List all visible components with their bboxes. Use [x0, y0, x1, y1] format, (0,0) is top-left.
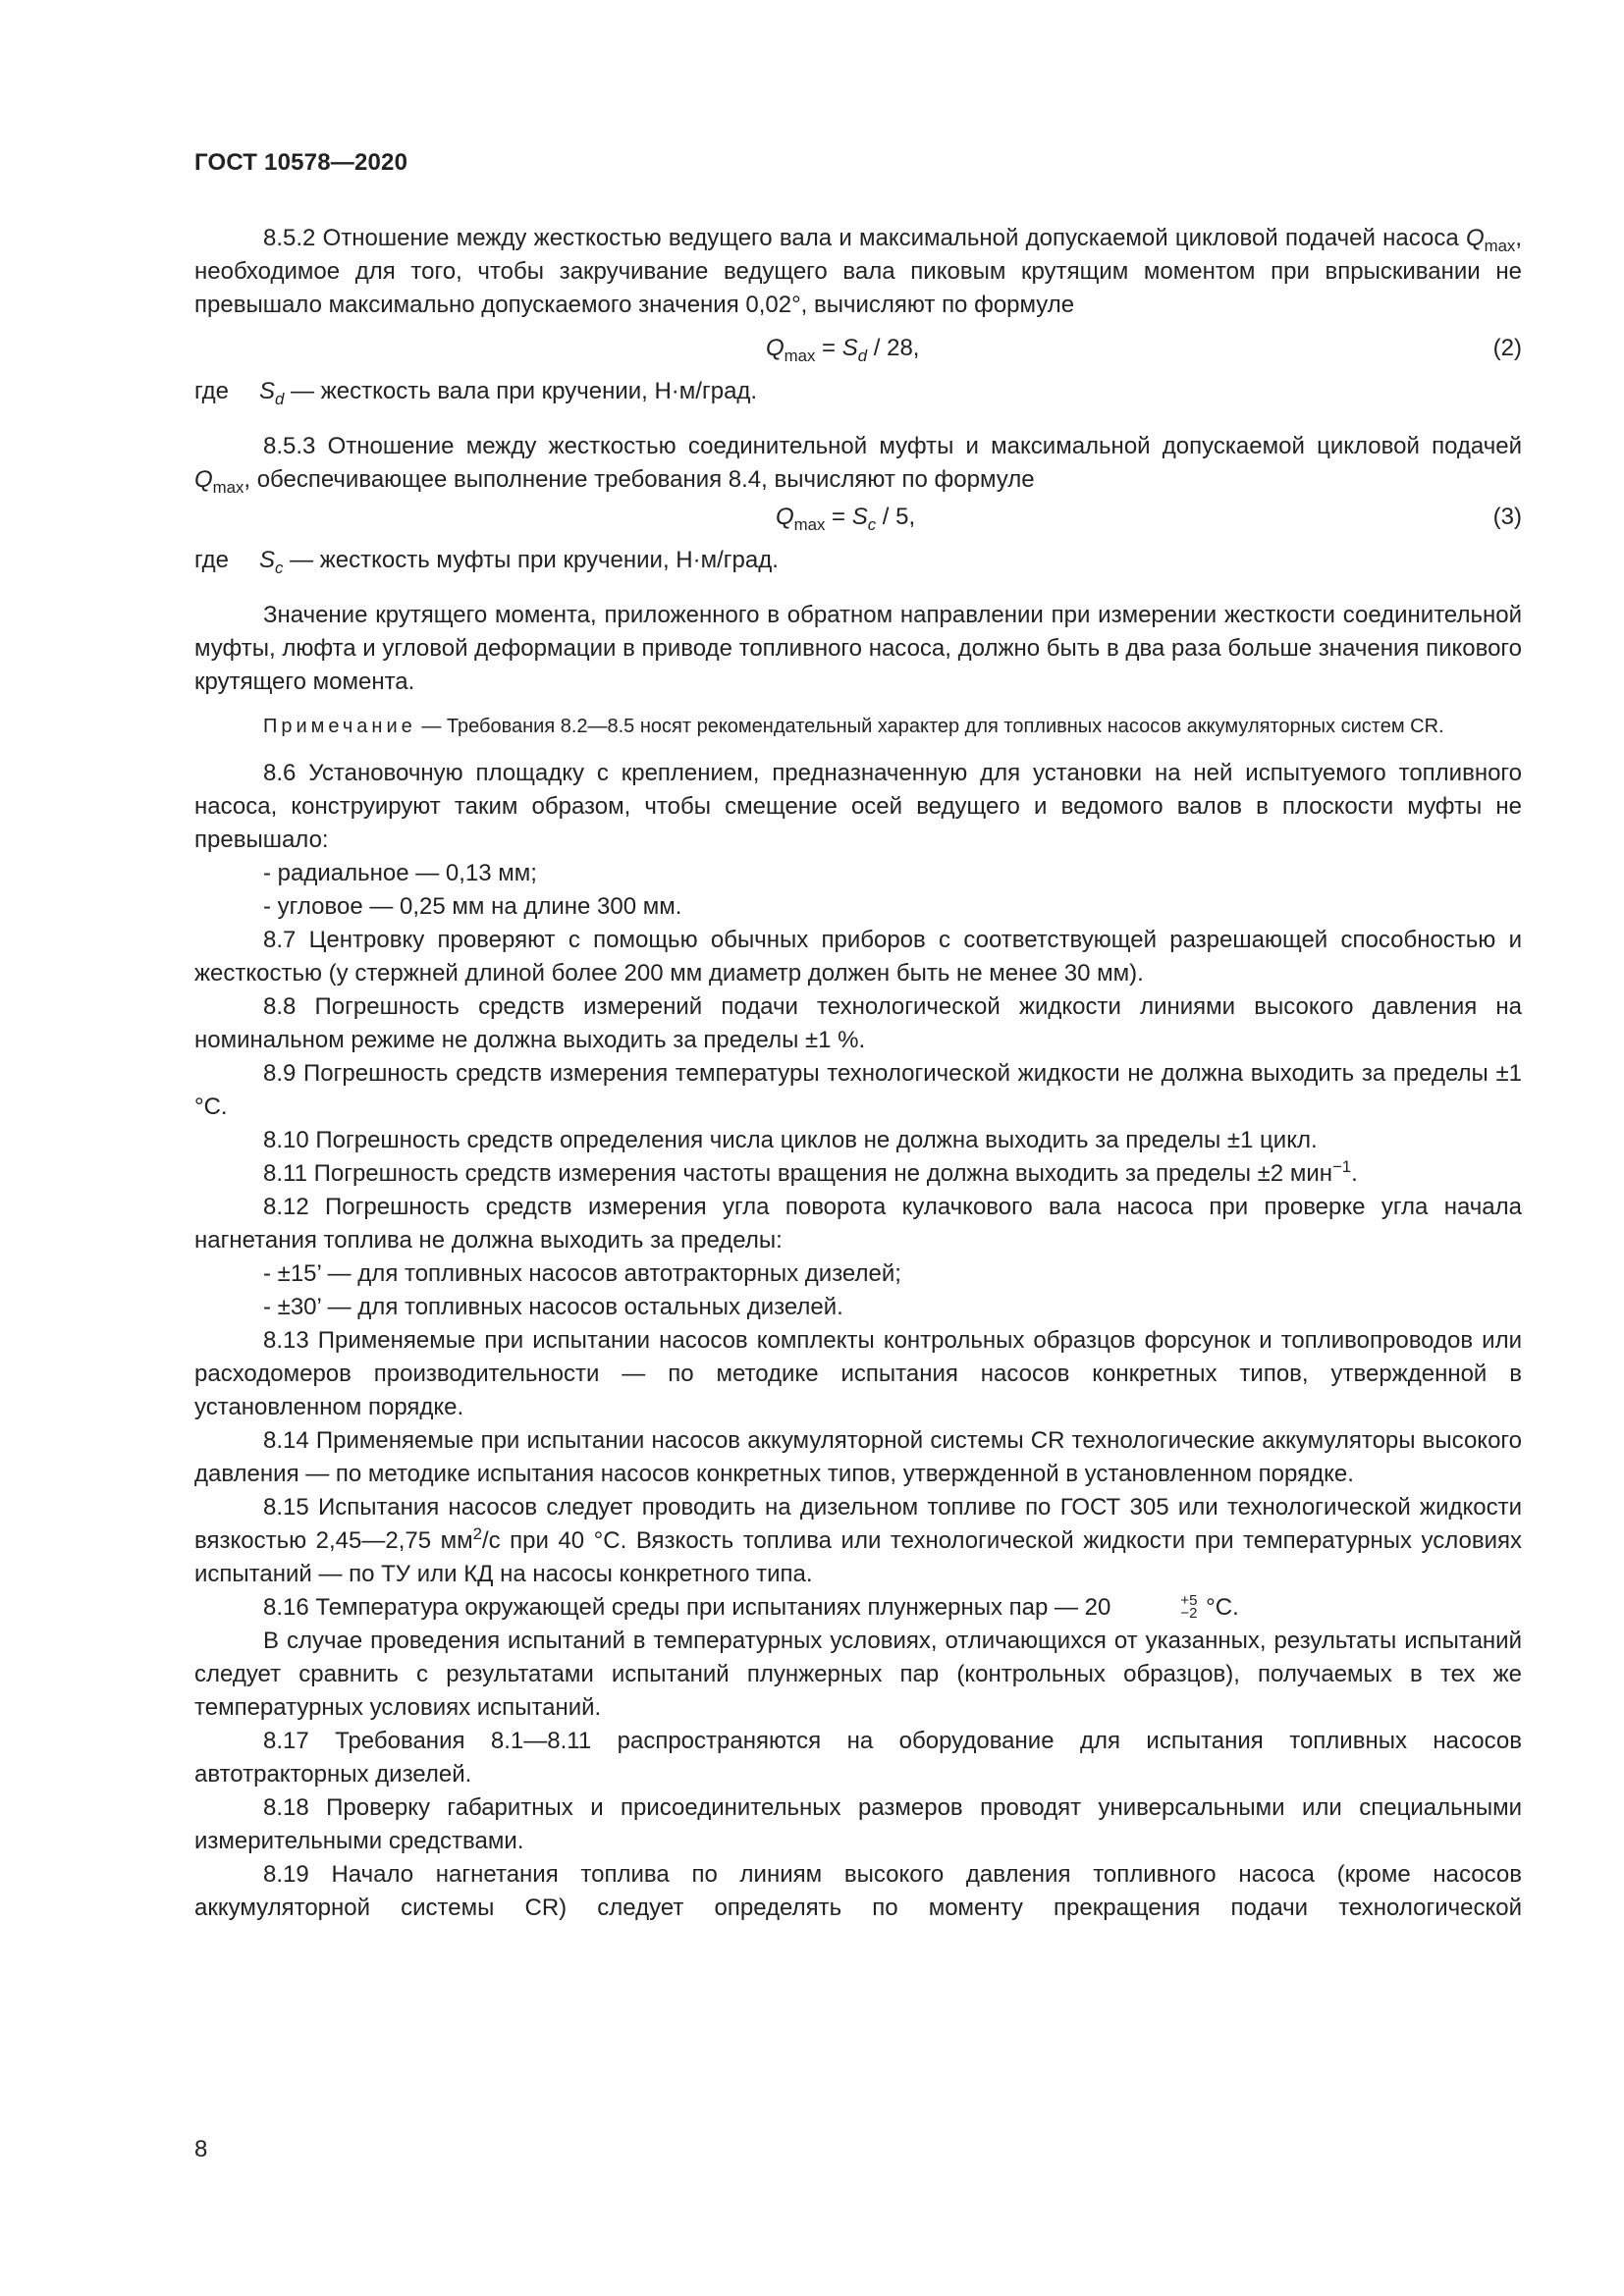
paragraph-8-12: 8.12 Погрешность средств измерения угла поворота кулачкового вала насоса при проверке угла начала нагнетания топлива не должна выходить за пределы: — [194, 1194, 1522, 1254]
paragraph-8-17: 8.17 Требования 8.1—8.11 распространяются на оборудование для испытания топливных насосов автотракторных дизелей. — [194, 1728, 1522, 1788]
list-item: - ±15’ — для топливных насосов автотракторных дизелей; — [263, 1260, 901, 1287]
paragraph-8-13: 8.13 Применяемые при испытании насосов комплекты контрольных образцов форсунок и топливопроводов или расходомеров производительности — по методике испытания насосов конкретных типов, утвержденной в установленном порядке. — [194, 1327, 1522, 1420]
formula-2-expression: $Q_{max} = S_d / 28$, — [766, 335, 920, 365]
document-body — [194, 222, 1522, 1925]
paragraph-8-10: 8.10 Погрешность средств определения числа циклов не должна выходить за пределы ±1 цикл. — [263, 1127, 1318, 1153]
list-item: - угловое — 0,25 мм на длине 300 мм. — [263, 893, 682, 920]
paragraph-8-5-3: 8.5.3 Отношение между жесткостью соединительной муфты и максимальной допускаемой цикловой подачей $Q_{max}$, обеспечивающее выполнение требования 8.4, вычисляют по формуле — [194, 433, 1522, 497]
formula-3-number: (3) — [1492, 504, 1522, 530]
paragraph-8-14: 8.14 Применяемые при испытании насосов аккумуляторной системы CR технологические аккумуляторы высокого давления — по методике испытания насосов конкретных типов, утвержденной в установленном порядке. — [194, 1427, 1522, 1487]
list-item: - радиальное — 0,13 мм; — [263, 860, 537, 886]
paragraph-8-16: 8.16 Температура окружающей среды при испытаниях плунжерных пар — 20 +5 −2 °С. — [263, 1591, 1239, 1622]
note: Примечание — Требования 8.2—8.5 носят рекомендательный характер для топливных насосов аккумуляторных систем CR. — [263, 716, 1444, 737]
formula-2-number: (2) — [1492, 335, 1522, 361]
standard-header: ГОСТ 10578—2020 — [194, 149, 408, 176]
page-number: 8 — [194, 2136, 208, 2163]
paragraph-torque: Значение крутящего момента, приложенного в обратном направлении при измерении жесткости соединительной муфты, люфта и угловой деформации в приводе топливного насоса, должно быть в два раза больше значения пикового крутящего момента. — [194, 602, 1522, 695]
paragraph-8-18: 8.18 Проверку габаритных и присоединительных размеров проводят универсальными или специальными измерительными средствами. — [194, 1794, 1522, 1854]
paragraph-8-11: 8.11 Погрешность средств измерения частоты вращения не должна выходить за пределы ±2 мин$^{-1}$. — [263, 1157, 1358, 1187]
list-item: - ±30’ — для топливных насосов остальных дизелей. — [263, 1294, 843, 1320]
formula-3-legend: где $S_c$ — жесткость муфты при кручении, Н·м/град. — [194, 547, 779, 577]
paragraph-8-9: 8.9 Погрешность средств измерения температуры технологической жидкости не должна выходить за пределы ±1 °С. — [194, 1060, 1522, 1120]
formula-3-expression: $Q_{max} = S_c / 5$, — [776, 504, 916, 534]
paragraph-8-8: 8.8 Погрешность средств измерений подачи технологической жидкости линиями высокого давления на номинальном режиме не должна выходить за пределы ±1 %. — [194, 993, 1522, 1053]
paragraph-8-7: 8.7 Центровку проверяют с помощью обычных приборов с соответствующей разрешающей способностью и жесткостью (у стержней длиной более 200 мм диаметр должен быть не менее 30 мм). — [194, 927, 1522, 987]
paragraph-8-15: 8.15 Испытания насосов следует проводить на дизельном топливе по ГОСТ 305 или технологической жидкости вязкостью 2,45—2,75 $мм^2/с$ при 40 °С. Вязкость топлива или технологической жидкости при температурных условиях испытаний — по ТУ или КД на насосы конкретного типа. — [194, 1494, 1523, 1587]
paragraph-8-6: 8.6 Установочную площадку с креплением, предназначенную для установки на ней испытуемого топливного насоса, конструируют таким образом, чтобы смещение осей ведущего и ведомого валов в плоскости муфты не превышало: — [194, 760, 1522, 853]
paragraph-8-5-2: 8.5.2 Отношение между жесткостью ведущего вала и максимальной допускаемой цикловой подачей насоса $Q_{max}$, необходимое для того, чтобы закручивание ведущего вала пиковым крутящим моментом при впрыскивании не превышало максимально допускаемого значения 0,02°, вычисляют по формуле — [194, 225, 1522, 318]
formula-3 — [194, 499, 1522, 538]
formula-2 — [194, 330, 1522, 369]
document-page — [194, 0, 1522, 2296]
paragraph-8-19: 8.19 Начало нагнетания топлива по линиям высокого давления топливного насоса (кроме насосов аккумуляторной системы CR) следует определять по моменту прекращения подачи технологической — [194, 1861, 1522, 1921]
temperature-tolerance: +5 −2 — [1180, 1591, 1198, 1622]
paragraph-8-16-continued: В случае проведения испытаний в температурных условиях, отличающихся от указанных, результаты испытаний следует сравнить с результатами испытаний плунжерных пар (контрольных образцов), получаемых в тех же температурных условиях испытаний. — [194, 1628, 1522, 1721]
formula-2-legend: где $S_d$ — жесткость вала при кручении, Н·м/град. — [194, 378, 758, 408]
